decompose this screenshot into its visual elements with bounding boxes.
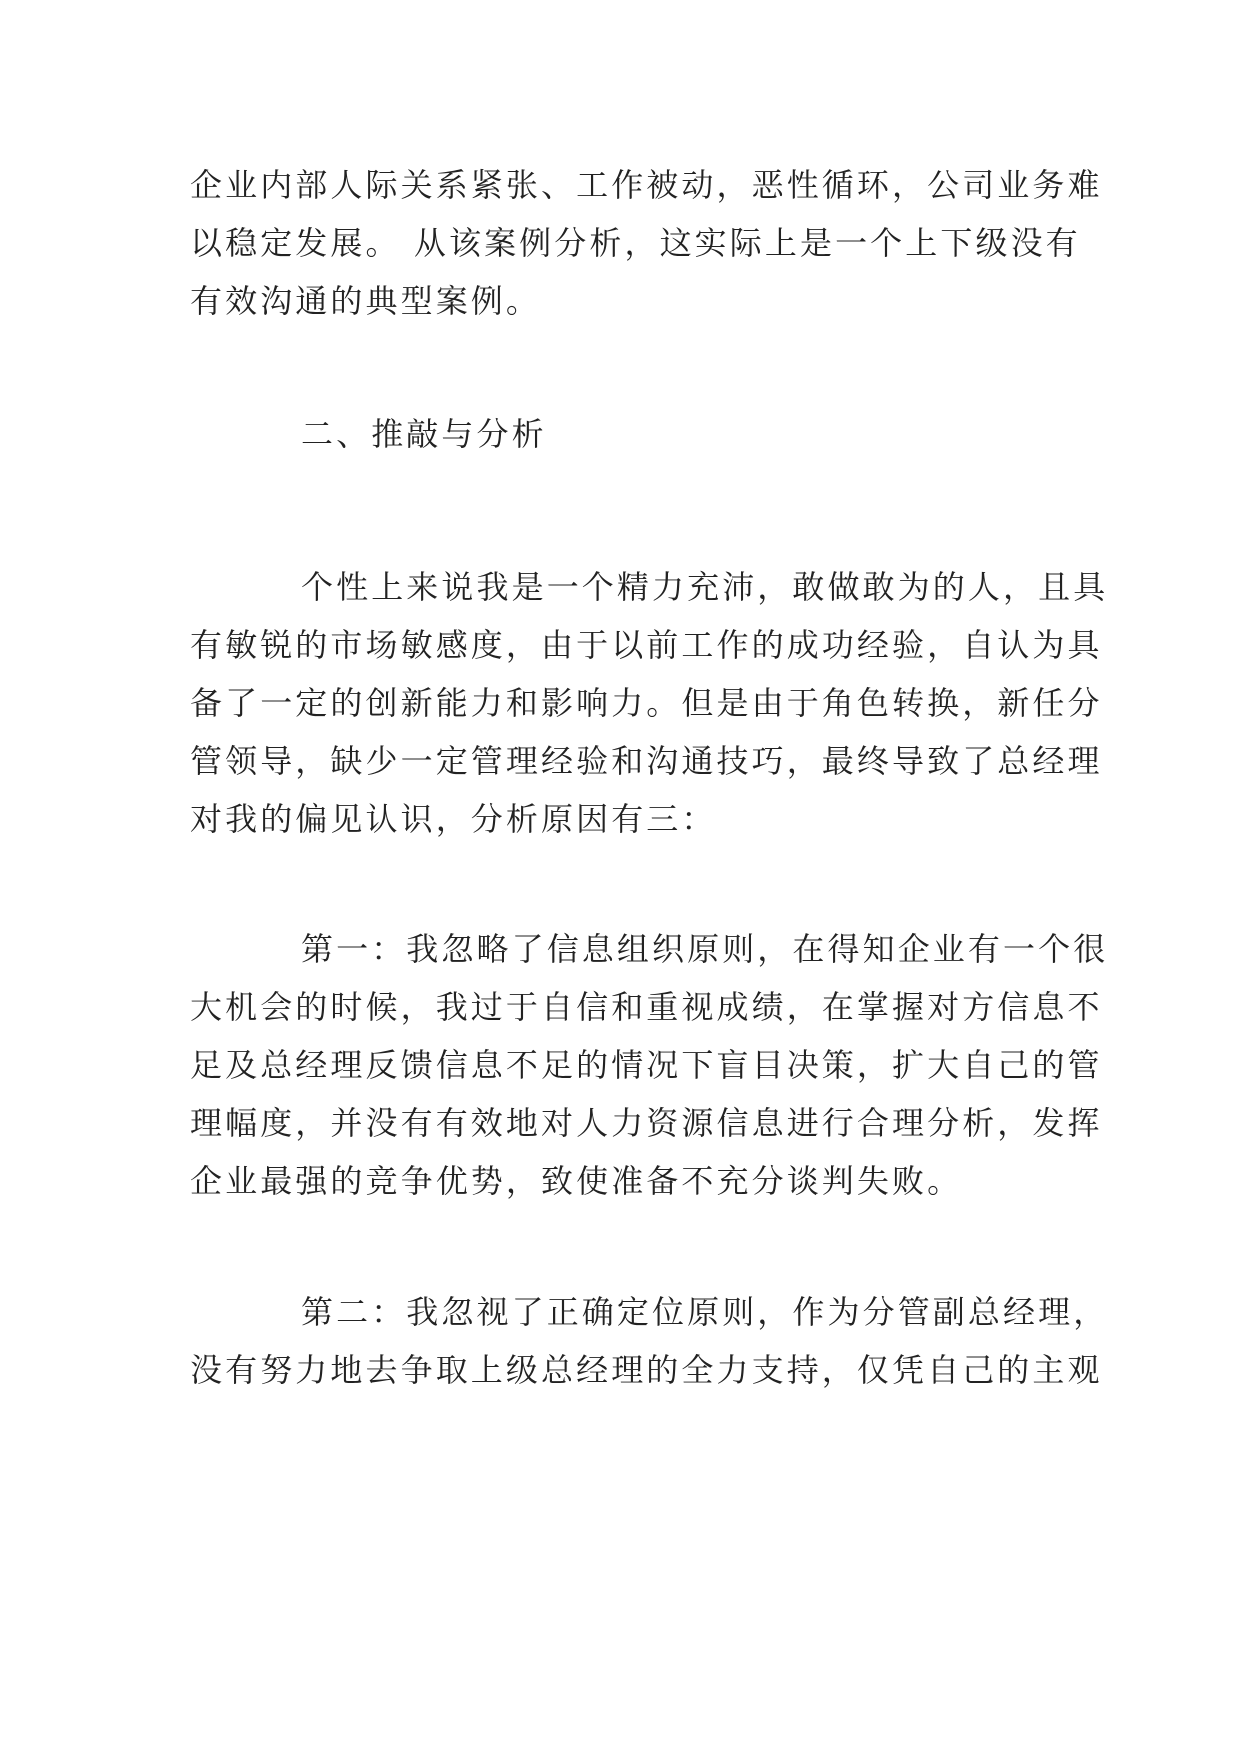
text-line: 有效沟通的典型案例。 [190,282,542,320]
text-line: 企业内部人际关系紧张、工作被动，恶性循环，公司业务难 [190,166,1103,204]
text-line: 以稳定发展。 从该案例分析，这实际上是一个上下级没有 [190,224,1081,262]
text-line: 对我的偏见认识，分析原因有三： [190,800,717,838]
paragraph-reason-one [190,920,1109,1210]
section-heading [190,405,1060,463]
paragraph-reason-two [190,1283,1109,1399]
text-line: 理幅度，并没有有效地对人力资源信息进行合理分析，发挥 [190,1104,1103,1142]
text-line: 足及总经理反馈信息不足的情况下盲目决策，扩大自己的管 [190,1046,1103,1084]
text-line: 没有努力地去争取上级总经理的全力支持，仅凭自己的主观 [190,1351,1103,1389]
paragraph-case-conclusion [190,156,1103,330]
text-line: 个性上来说我是一个精力充沛，敢做敢为的人，且具 [301,568,1109,606]
text-line: 有敏锐的市场敏感度，由于以前工作的成功经验，自认为具 [190,626,1103,664]
paragraph-personality [190,558,1109,848]
text-line: 第一：我忽略了信息组织原则，在得知企业有一个很 [301,930,1109,968]
section-heading-text: 二、推敲与分析 [301,415,547,453]
text-line: 企业最强的竞争优势，致使准备不充分谈判失败。 [190,1162,963,1200]
text-line: 管领导，缺少一定管理经验和沟通技巧，最终导致了总经理 [190,742,1103,780]
text-line: 第二：我忽视了正确定位原则，作为分管副总经理， [301,1293,1109,1331]
text-line: 大机会的时候，我过于自信和重视成绩，在掌握对方信息不 [190,988,1103,1026]
text-line: 备了一定的创新能力和影响力。但是由于角色转换，新任分 [190,684,1103,722]
